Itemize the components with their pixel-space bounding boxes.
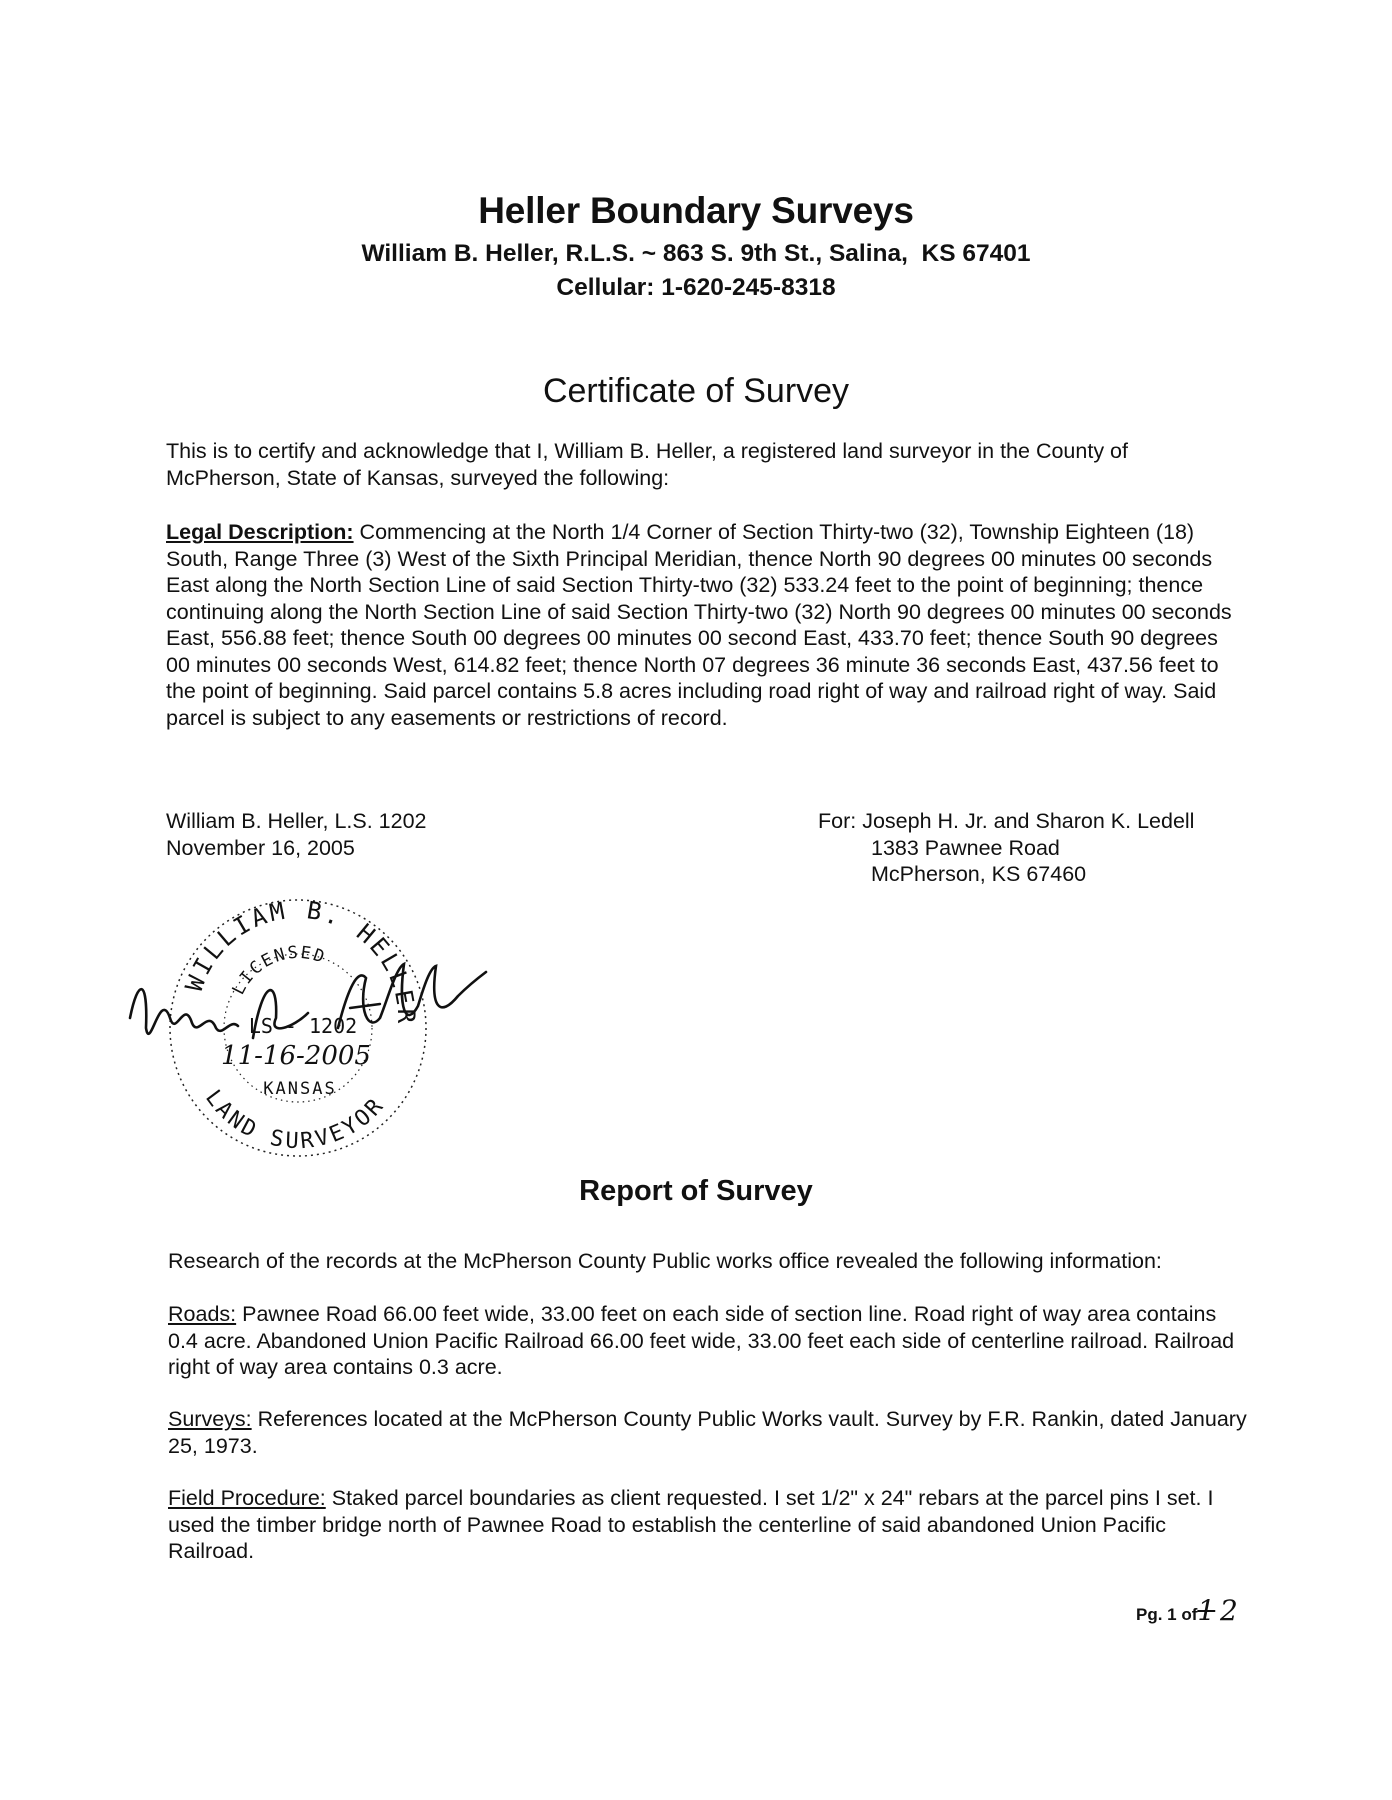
company-address: William B. Heller, R.L.S. ~ 863 S. 9th St., Salina, KS 67401 [361,240,1031,267]
legal-description-text: Commencing at the North 1/4 Corner of Section Thirty-two (32), Township Eighteen (18) South, Range Three (3) West of the Sixth Principal Meridian, thence North 90 degrees 00 minutes 00 seconds East along the North Section Line of said Section Thirty-two (32) 533.24 feet to the point of beginning; thence continuing along the North Section Line of said Section Thirty-two (32) North 90 degrees 00 minutes 00 seconds East, 556.88 feet; thence South 00 degrees 00 minutes 00 second East, 433.70 feet; thence South 90 degrees 00 minutes 00 seconds West, 614.82 feet; thence North 07 degrees 36 minute 36 seconds East, 437.56 feet to the point of beginning. Said parcel contains 5.8 acres including road right of way and railroad right of way. Said parcel is subject to any easements or restrictions of record. [166,520,1232,730]
field-procedure-label: Field Procedure: [168,1486,326,1510]
client-street: 1383 Pawnee Road [871,835,1060,860]
report-field-procedure [168,1485,1248,1565]
svg-text:LS - 1202: LS - 1202 [248,1014,358,1038]
report-title: Report of Survey [579,1175,813,1207]
svg-text:LAND SURVEYOR: LAND SURVEYOR [200,1085,391,1155]
svg-text:KANSAS: KANSAS [263,1079,337,1099]
client-city: McPherson, KS 67460 [871,862,1087,886]
svg-text:WILLIAM B. HELLER: WILLIAM B. HELLER [180,895,421,1027]
client-block [818,808,1194,888]
surveys-text: References located at the McPherson County Public Works vault. Survey by F.R. Rankin, dated January 25, 1973. [168,1407,1247,1458]
page-number-crossed: 1 [1197,1594,1216,1627]
page-number [1136,1594,1238,1627]
svg-text:11-16-2005: 11-16-2005 [221,1041,371,1071]
roads-text: Pawnee Road 66.00 feet wide, 33.00 feet on each side of section line. Road right of way area contains 0.4 acre. Abandoned Union Pacific Railroad 66.00 feet wide, 33.00 feet each side of centerline railroad. Railroad right of way area contains 0.3 acre. [168,1302,1235,1379]
legal-description-label: Legal Description: [166,520,354,544]
field-procedure-text: Staked parcel boundaries as client requested. I set 1/2" x 24" rebars at the parcel pins I set. I used the timber bridge north of Pawnee Road to establish the centerline of said abandoned Union Pacific Railroad. [168,1486,1214,1563]
report-research: Research of the records at the McPherson County Public works office revealed the following information: [168,1249,1162,1273]
surveyor-signature-block [166,808,427,861]
legal-description [166,519,1246,731]
surveys-label: Surveys: [168,1407,252,1431]
report-roads [168,1301,1248,1381]
surveyor-name: William B. Heller, L.S. 1202 [166,809,427,833]
signature-date: November 16, 2005 [166,835,355,860]
report-surveys [168,1406,1248,1459]
certificate-title: Certificate of Survey [542,372,850,410]
page-number-total: 2 [1219,1594,1238,1627]
company-phone: Cellular: 1-620-245-8318 [556,274,836,301]
certificate-intro: This is to certify and acknowledge that I, William B. Heller, a registered land surveyor in the County of McPherson, State of Kansas, surveyed the following: [166,439,1128,490]
client-name: For: Joseph H. Jr. and Sharon K. Ledell [818,809,1195,833]
roads-label: Roads: [168,1302,237,1326]
page-number-label: Pg. 1 of [1136,1605,1198,1624]
svg-text:LICENSED: LICENSED [228,942,329,999]
company-name: Heller Boundary Surveys [478,190,914,231]
surveyor-seal-stamp [118,868,488,1158]
